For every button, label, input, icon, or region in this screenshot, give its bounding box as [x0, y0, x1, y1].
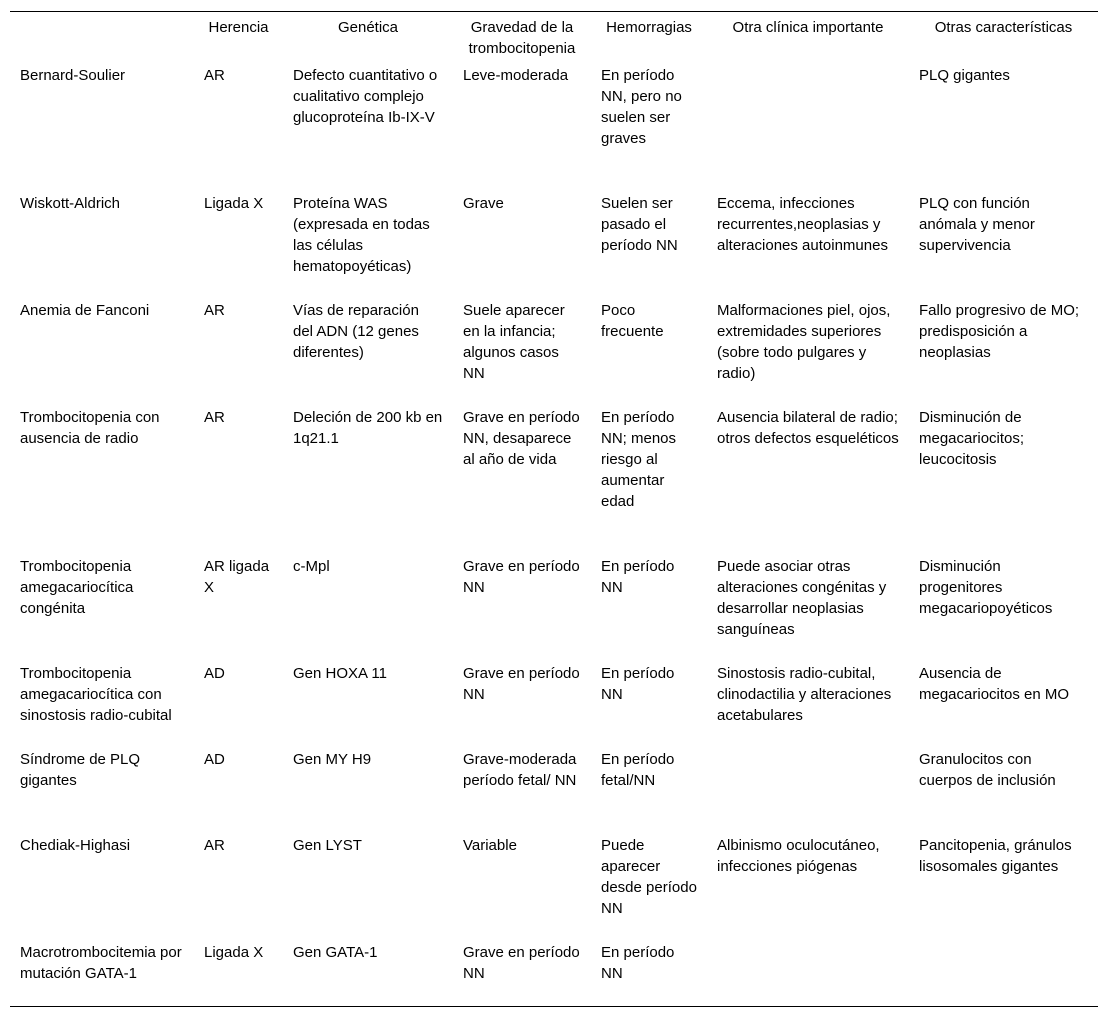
table-cell — [909, 941, 1098, 1007]
table-cell: En período NN; menos riesgo al aumentar edad — [601, 408, 677, 510]
table-cell: Vías de reparación del ADN (12 genes diferentes) — [293, 301, 419, 361]
header-cell: Herencia — [208, 19, 269, 36]
table-row — [10, 662, 1098, 748]
table-cell: Trombocitopenia amegacariocítica congénita — [20, 557, 134, 617]
table-cell: Puede aparecer desde período NN — [601, 836, 697, 917]
table-cell: Síndrome de PLQ gigantes — [20, 750, 141, 789]
table-cell — [707, 941, 909, 1007]
table-cell: Grave — [463, 194, 504, 212]
table-cell: Deleción de 200 kb en 1q21.1 — [293, 408, 443, 447]
table-row — [10, 834, 1098, 941]
table-cell: Ligada X — [204, 194, 264, 212]
header-cell: Genética — [337, 19, 399, 36]
table-cell: AR — [204, 301, 225, 319]
table-cell: PLQ gigantes — [919, 66, 1010, 84]
header-cell — [10, 12, 194, 64]
table-cell: PLQ con función anómala y menor supervivencia — [919, 194, 1035, 254]
table-cell: Trombocitopenia amegacariocítica con sinostosis radio-cubital — [20, 664, 172, 724]
table-cell: Pancitopenia, gránulos lisosomales gigantes — [919, 836, 1072, 875]
table-cell: Suelen ser pasado el período NN — [601, 194, 678, 254]
table-cell: Granulocitos con cuerpos de inclusión — [919, 750, 1056, 789]
table-cell: Gen GATA-1 — [293, 943, 378, 961]
header-cell: Gravedad de la trombocitopenia — [468, 19, 576, 57]
table-cell: En período NN — [601, 557, 675, 596]
table-cell: Ausencia de megacariocitos en MO — [919, 664, 1070, 703]
table-cell: Gen LYST — [293, 836, 362, 854]
table-cell: Fallo progresivo de MO; predisposición a neoplasias — [919, 301, 1080, 361]
table-cell: Macrotrombocitemia por mutación GATA-1 — [20, 943, 182, 982]
table-row — [10, 406, 1098, 555]
table-cell: Leve-moderada — [463, 66, 569, 84]
table-cell: Eccema, infecciones recurrentes,neoplasias y alteraciones autoinmunes — [717, 194, 888, 254]
table-cell: Ligada X — [204, 943, 264, 961]
table-cell: En período NN — [601, 943, 675, 982]
table-cell: Gen MY H9 — [293, 750, 372, 768]
table-cell: Grave en período NN — [463, 664, 580, 703]
header-cell: Otra clínica importante — [732, 19, 884, 36]
thrombocytopenia-table — [10, 11, 1098, 1007]
table-cell: c-Mpl — [293, 557, 330, 575]
table-cell — [707, 748, 909, 834]
table-row — [10, 192, 1098, 299]
table-cell: Anemia de Fanconi — [20, 301, 150, 319]
table-cell: Defecto cuantitativo o cualitativo complejo glucoproteína Ib-IX-V — [293, 66, 438, 126]
table-cell: AR — [204, 836, 225, 854]
table-cell: Grave en período NN — [463, 557, 580, 596]
table-cell — [707, 64, 909, 192]
table-cell: Wiskott-Aldrich — [20, 194, 121, 212]
table-cell: Malformaciones piel, ojos, extremidades superiores (sobre todo pulgares y radio) — [717, 301, 891, 382]
header-row — [10, 12, 1098, 64]
table-cell: Ausencia bilateral de radio; otros defectos esqueléticos — [717, 408, 899, 447]
table-cell: AD — [204, 664, 225, 682]
table-cell: Chediak-Highasi — [20, 836, 131, 854]
table-cell: Poco frecuente — [601, 301, 664, 340]
table-row — [10, 299, 1098, 406]
table-row — [10, 748, 1098, 834]
table-cell: Grave en período NN, desaparece al año de vida — [463, 408, 580, 468]
table-cell: Puede asociar otras alteraciones congénitas y desarrollar neoplasias sanguíneas — [717, 557, 887, 638]
table-cell: Trombocitopenia con ausencia de radio — [20, 408, 160, 447]
table-cell: Disminución de megacariocitos; leucocitosis — [919, 408, 1025, 468]
header-cell: Otras características — [934, 19, 1073, 36]
table-cell: Suele aparecer en la infancia; algunos casos NN — [463, 301, 565, 382]
table-row — [10, 941, 1098, 1007]
table-cell: Sinostosis radio-cubital, clinodactilia y alteraciones acetabulares — [717, 664, 892, 724]
table-cell: En período NN, pero no suelen ser graves — [601, 66, 682, 147]
table-row — [10, 64, 1098, 192]
table-cell: Albinismo oculocutáneo, infecciones piógenas — [717, 836, 880, 875]
table-cell: En período NN — [601, 664, 675, 703]
table-cell: En período fetal/NN — [601, 750, 675, 789]
table-cell: Bernard-Soulier — [20, 66, 126, 84]
table-cell: AR — [204, 66, 225, 84]
header-cell: Hemorragias — [606, 19, 692, 36]
table-container — [10, 11, 1098, 1007]
table-cell: AD — [204, 750, 225, 768]
table-cell: Gen HOXA 11 — [293, 664, 387, 682]
table-cell: Disminución progenitores megacariopoyéticos — [919, 557, 1053, 617]
table-cell: Grave en período NN — [463, 943, 580, 982]
table-cell: Grave-moderada período fetal/ NN — [463, 750, 577, 789]
table-cell: Variable — [463, 836, 517, 854]
table-row — [10, 555, 1098, 662]
table-cell: AR ligada X — [204, 557, 270, 596]
table-cell: Proteína WAS (expresada en todas las células hematopoyéticas) — [293, 194, 430, 275]
table-cell: AR — [204, 408, 225, 426]
